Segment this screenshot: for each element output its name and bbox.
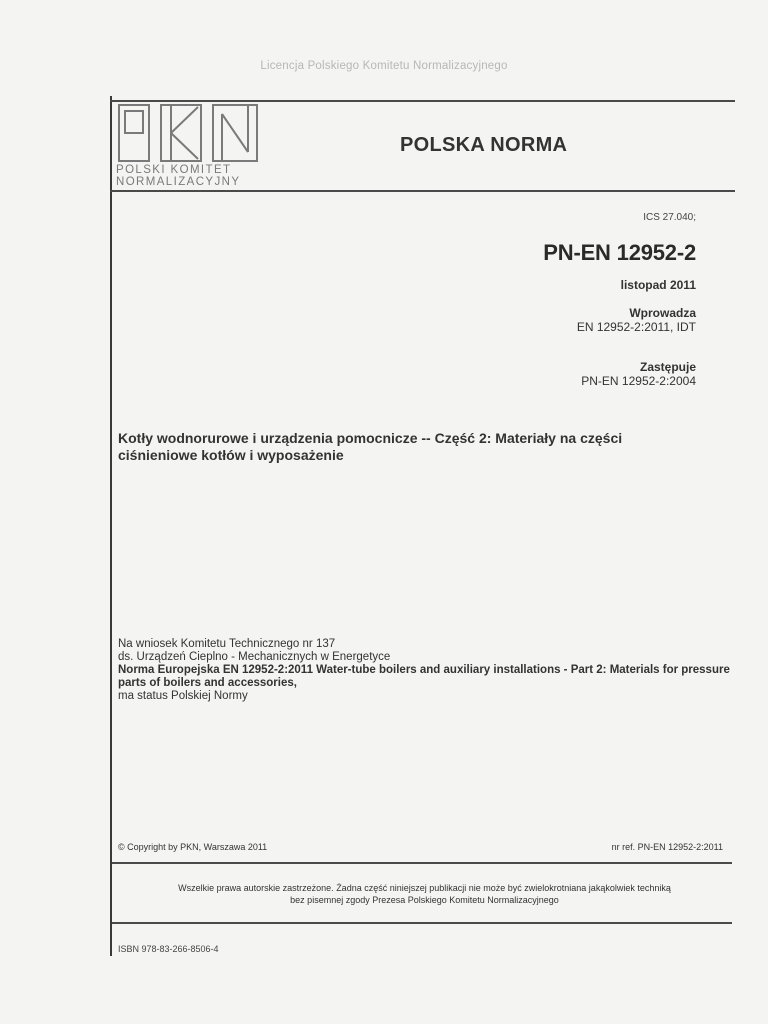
header-rule — [110, 190, 735, 192]
info-line-4: ma status Polskiej Normy — [118, 690, 248, 702]
document-title: POLSKA NORMA — [400, 134, 568, 156]
standard-number: PN-EN 12952-2 — [543, 240, 696, 265]
rights-line-2: bez pisemnej zgody Prezesa Polskiego Komitetu Normalizacyjnego — [290, 895, 559, 905]
introduces-value: EN 12952-2:2011, IDT — [576, 320, 696, 334]
copyright: © Copyright by PKN, Warszawa 2011 — [118, 842, 268, 852]
ics-code: ICS 27.040; — [643, 212, 696, 223]
logo-text-line1: POLSKI KOMITET — [116, 164, 232, 176]
replaces-value: PN-EN 12952-2:2004 — [581, 374, 696, 388]
reference-number: nr ref. PN-EN 12952-2:2011 — [611, 842, 723, 852]
info-line-3: Norma Europejska EN 12952-2:2011 Water-tube boilers and auxiliary installations - Part 2: Materials for pressure parts of boilers and accessories, — [118, 664, 730, 689]
document-subject: Kotły wodnorurowe i urządzenia pomocnicze -- Część 2: Materiały na części ciśnieniowe kotłów i wyposażenie — [118, 430, 623, 463]
left-margin-rule — [110, 96, 112, 956]
rights-line-1: Wszelkie prawa autorskie zastrzeżone. Żadna część niniejszej publikacji nie może być zwielokrotniana jakąkolwiek techniką — [178, 883, 671, 893]
adoption-info — [118, 638, 748, 703]
logo-text-line2: NORMALIZACYJNY — [116, 176, 241, 188]
pkn-logo — [116, 102, 266, 188]
pkn-logo-mark — [116, 102, 261, 164]
publication-date: listopad 2011 — [620, 278, 696, 292]
rights-notice — [112, 882, 737, 906]
footer-rule-top — [112, 862, 732, 864]
replaces-label: Zastępuje — [639, 360, 696, 374]
footer-rule-bottom — [112, 922, 732, 924]
introduces-label: Wprowadza — [629, 306, 696, 320]
license-header: Licencja Polskiego Komitetu Normalizacyjnego — [260, 60, 508, 72]
info-line-1: Na wniosek Komitetu Technicznego nr 137 — [118, 638, 336, 650]
isbn: ISBN 978-83-266-8506-4 — [118, 944, 219, 954]
info-line-2: ds. Urządzeń Cieplno - Mechanicznych w Energetyce — [118, 651, 391, 663]
